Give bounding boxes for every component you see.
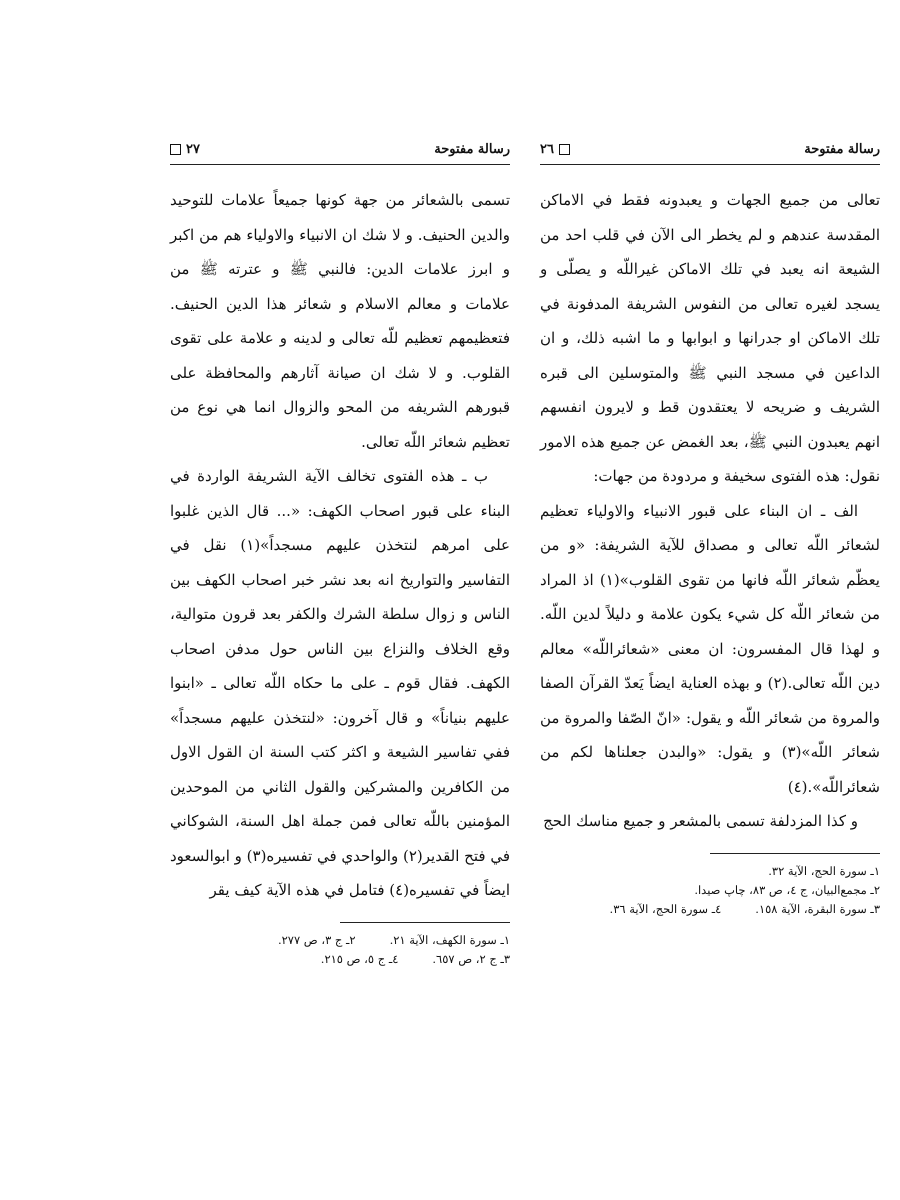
footnote: ٤ـ سورة الحج، الآية ٣٦.	[609, 901, 722, 916]
running-head	[540, 138, 880, 165]
footnote-row	[540, 862, 880, 881]
body-text	[540, 183, 880, 839]
paragraph: تسمى بالشعائر من جهة كونها جميعاً علامات للتوحيد والدين الحنيف. و لا شك ان الانبياء والاولياء هم من اكبر و ابرز علامات الدين: فالنبي ﷺ و عترته ﷺ من علامات و معالم الاسلام و شعائر هذا الدين الحنيف. فتعظيمهم تعظيم للّه تعالى و لدينه و علامة على تقوى القلوب. و لا شك ان صيانة آثارهم والمحافظة على قبورهم الشريفه من المحو والزوال انما هي نوع من تعظيم شعائر اللّه تعالى.	[170, 191, 510, 451]
paragraph: ب ـ هذه الفتوى تخالف الآية الشريفة الواردة في البناء على قبور اصحاب الكهف: «... قال الذين غلبوا على امرهم لنتخذن عليهم مسجداً»(١) نقل في التفاسير والتواريخ انه بعد نشر خبر اصحاب الكهف بين الناس و زوال سلطة الشرك والكفر بعد قرون متوالية، وقع الخلاف والنزاع بين الناس حول مدفن اصحاب الكهف. فقال قوم ـ على ما حكاه اللّه تعالى ـ «ابنوا عليهم بنياناً» و قال آخرون: «لنتخذن عليهم مسجداً» ففي تفاسير الشيعة و اكثر كتب السنة ان القول الاول من الكافرين والمشركين والقول الثاني من الموحدين المؤمنين باللّه تعالى فمن جملة اهل السنة، الشوكاني في فتح القدير(٢) والواحدي في تفسيره(٣) و ابوالسعود ايضاً في تفسيره(٤) فتامل في هذه الآية كيف يقر	[169, 467, 510, 899]
page-27	[170, 138, 510, 969]
footnote-row	[170, 950, 510, 969]
footnote-divider	[710, 853, 880, 854]
footnote-row	[540, 881, 880, 900]
footnote: ٤ـ ج ٥، ص ٢١٥.	[320, 951, 399, 966]
square-marker-icon	[170, 144, 181, 155]
footnotes	[170, 931, 510, 969]
running-head	[170, 138, 510, 165]
square-marker-icon	[559, 144, 570, 155]
body-text	[170, 183, 510, 908]
running-title: رسالة مفتوحة	[434, 141, 510, 157]
footnote: ١ـ سورة الكهف، الآية ٢١.	[389, 932, 510, 947]
page-number: ٢٧	[170, 142, 200, 157]
footnote: ٣ـ سورة البقرة، الآية ١٥٨.	[755, 901, 880, 916]
footnote: ٢ـ ج ٣، ص ٢٧٧.	[277, 932, 356, 947]
footnote: ٣ـ ج ٢، ص ٦٥٧.	[432, 951, 510, 966]
footnote-row	[170, 931, 510, 950]
paragraph: الف ـ ان البناء على قبور الانبياء والاولياء تعظيم لشعائر اللّه تعالى و مصداق للآية الشريفة: «و من يعظّم شعائر اللّه فانها من تقوى القلوب»(١) اذ المراد من شعائر اللّه كل شيء يكون علامة و دليلاً لدين اللّه. و لهذا قال المفسرون: ان معنى «شعائراللّه» معالم دين اللّه تعالى.(٢) و بهذه العناية ايضاً يَعدّ القرآن الصفا والمروة من شعائر اللّه و يقول: «انّ الصّفا والمروة من شعائر اللّه»(٣) و يقول: «والبدن جعلناها لكم من شعائراللّه».(٤)	[540, 501, 880, 796]
footnote: ١ـ سورة الحج، الآية ٣٢.	[768, 863, 880, 878]
footnotes	[540, 862, 880, 919]
footnote: ٢ـ مجمع‌البيان، ج ٤، ص ٨٣، چاپ صيدا.	[694, 882, 880, 897]
paragraph: و كذا المزدلفة تسمى بالمشعر و جميع مناسك الحج	[543, 812, 858, 830]
page-26	[540, 138, 880, 919]
footnote-divider	[340, 922, 510, 923]
page-number: ٢٦	[540, 142, 570, 157]
paragraph: تعالى من جميع الجهات و يعبدونه فقط في الاماكن المقدسة عندهم و لم يخطر الى الآن في قلب احد من الشيعة انه يعبد في تلك الاماكن غيراللّه و يصلّى و يسجد لغيره تعالى من النفوس الشريفة المدفونة في تلك الاماكن او جدرانها و ابوابها و ما اشبه ذلك، و ان الداعين في مسجد النبي ﷺ والمتوسلين الى قبره الشريف و ضريحه لا يعتقدون قط و لايرون انفسهم انهم يعبدون النبي ﷺ، بعد الغمض عن جميع هذه الامور نقول: هذه الفتوى سخيفة و مردودة من جهات:	[540, 191, 880, 485]
running-title: رسالة مفتوحة	[804, 141, 880, 157]
footnote-row	[540, 900, 880, 919]
